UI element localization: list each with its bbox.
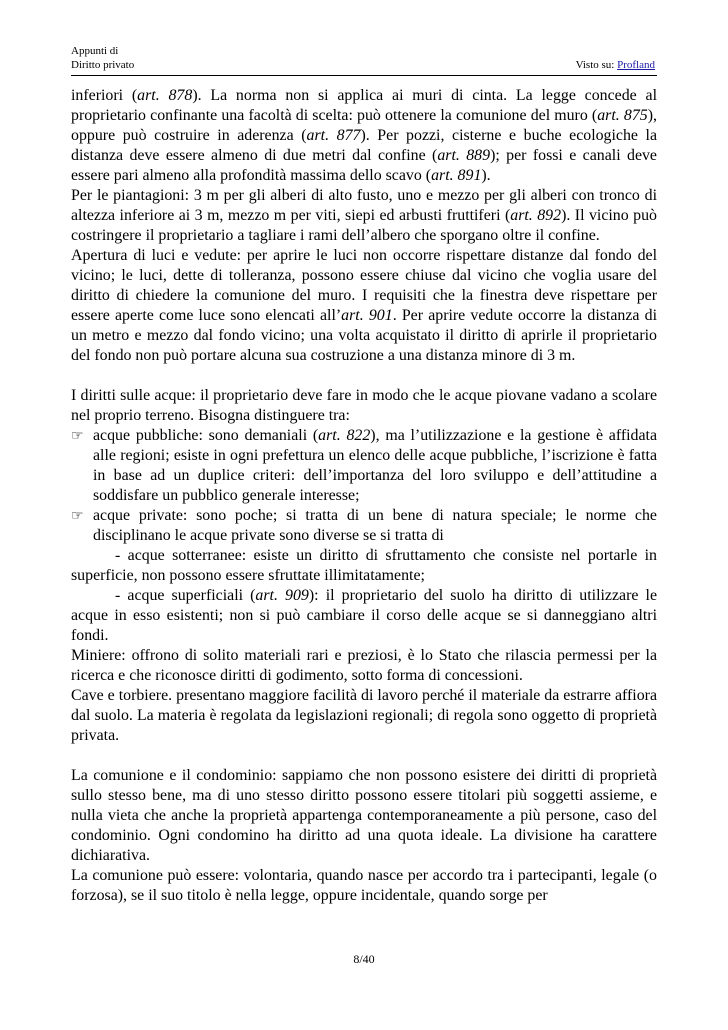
document-body — [71, 86, 657, 906]
paragraph: I diritti sulle acque: il proprietario deve fare in modo che le acque piovane vadano a scolare nel proprio terreno. Bisogna distinguere tra: — [71, 387, 657, 424]
article-ref: art. 891 — [431, 167, 482, 184]
paragraph: Cave e torbiere. presentano maggiore facilità di lavoro perché il materiale da estrarre affiora dal suolo. La materia è regolata da legislazioni regionali; di regola sono oggetto di proprietà privata. — [71, 687, 657, 744]
source-link[interactable]: Profland — [617, 59, 655, 71]
paragraph: La comunione e il condominio: sappiamo che non possono esistere dei diritti di proprietà sullo stesso bene, ma di uno stesso diritto possono essere titolari più soggetti assieme, e nulla vieta che anche la proprietà appartenga contemporaneamente a più persone, caso del condominio. Ogni condomino ha diritto ad una quota ideale. La divisione ha carattere dichiarativa. — [71, 767, 657, 864]
spacer — [71, 746, 657, 766]
hand-pointing-right-icon: ☞ — [71, 428, 84, 444]
header-title-line1: Appunti di — [71, 45, 119, 57]
hand-pointing-right-icon: ☞ — [71, 508, 84, 524]
header-title-line2: Diritto privato — [71, 59, 135, 71]
list-item: ☞ acque private: sono poche; si tratta di un bene di natura speciale; le norme che disciplinano le acque private sono diverse se si tratta di — [71, 507, 657, 544]
paragraph: Apertura di luci e vedute: per aprire le luci non occorre rispettare distanze dal fondo del vicino; le luci, dette di tolleranza, possono essere chiuse dal vicino che voglia usare del diritto di chiedere la comunione del muro. I requisiti che la finestra deve rispettare per essere aperte come luce sono elencati all’art. 901. Per aprire vedute occorre la distanza di un metro e mezzo dal fondo vicino; una volta acquistato il diritto di aprirle il proprietario del fondo non può portare alcuna sua costruzione a una distanza minore di 3 m. — [71, 247, 657, 364]
paragraph: Miniere: offrono di solito materiali rari e preziosi, è lo Stato che rilascia permessi per la ricerca e che riconosce diritti di godimento, sotto forma di concessioni. — [71, 647, 657, 684]
article-ref: art. 822 — [318, 427, 371, 444]
article-ref: art. 877 — [306, 127, 361, 144]
source-label: Visto su: — [575, 59, 618, 71]
article-ref: art. 901 — [341, 307, 393, 324]
header-divider — [71, 75, 657, 76]
sub-item: - acque sotterranee: esiste un diritto di sfruttamento che consiste nel portarle in superficie, non possono essere sfruttate illimitatamente; — [71, 547, 657, 584]
article-ref: art. 909 — [255, 587, 309, 604]
page-header — [71, 44, 134, 72]
list-item: ☞ acque pubbliche: sono demaniali (art. 822), ma l’utilizzazione e la gestione è affidata alle regioni; esiste in ogni prefettura un elenco delle acque pubbliche, l’iscrizione è fatta in base ad un duplice criteri: dell’importanza del loro sviluppo e dell’attitudine a soddisfare un pubblico generale interesse; — [71, 427, 657, 504]
sub-item: - acque superficiali (art. 909): il proprietario del suolo ha diritto di utilizzare le acque in esso esistenti; non si può cambiare il corso delle acque se si danneggiano altri fondi. — [71, 587, 657, 644]
spacer — [71, 366, 657, 386]
paragraph: Per le piantagioni: 3 m per gli alberi di alto fusto, uno e mezzo per gli alberi con tronco di altezza inferiore ai 3 m, mezzo m per viti, siepi ed arbusti fruttiferi (art. 892). Il vicino può costringere il proprietario a tagliare i rami dell’albero che sporgano oltre il confine. — [71, 187, 657, 244]
article-ref: art. 875 — [597, 107, 648, 124]
paragraph: inferiori (art. 878). La norma non si applica ai muri di cinta. La legge concede al proprietario confinante una facoltà di scelta: può ottenere la comunione del muro (art. 875), oppure può costruire in aderenza (art. 877). Per pozzi, cisterne e buche ecologiche la distanza deve essere almeno di due metri dal confine (art. 889); per fossi e canali deve essere pari almeno alla profondità massima dello scavo (art. 891). — [71, 87, 658, 184]
article-ref: art. 889 — [437, 147, 491, 164]
header-source — [576, 58, 655, 72]
article-ref: art. 892 — [510, 207, 562, 224]
paragraph: La comunione può essere: volontaria, quando nasce per accordo tra i partecipanti, legale (o forzosa), se il suo titolo è nella legge, oppure incidentale, quando sorge per — [71, 867, 657, 904]
page-number: 8/40 — [353, 952, 375, 966]
article-ref: art. 878 — [137, 87, 193, 104]
